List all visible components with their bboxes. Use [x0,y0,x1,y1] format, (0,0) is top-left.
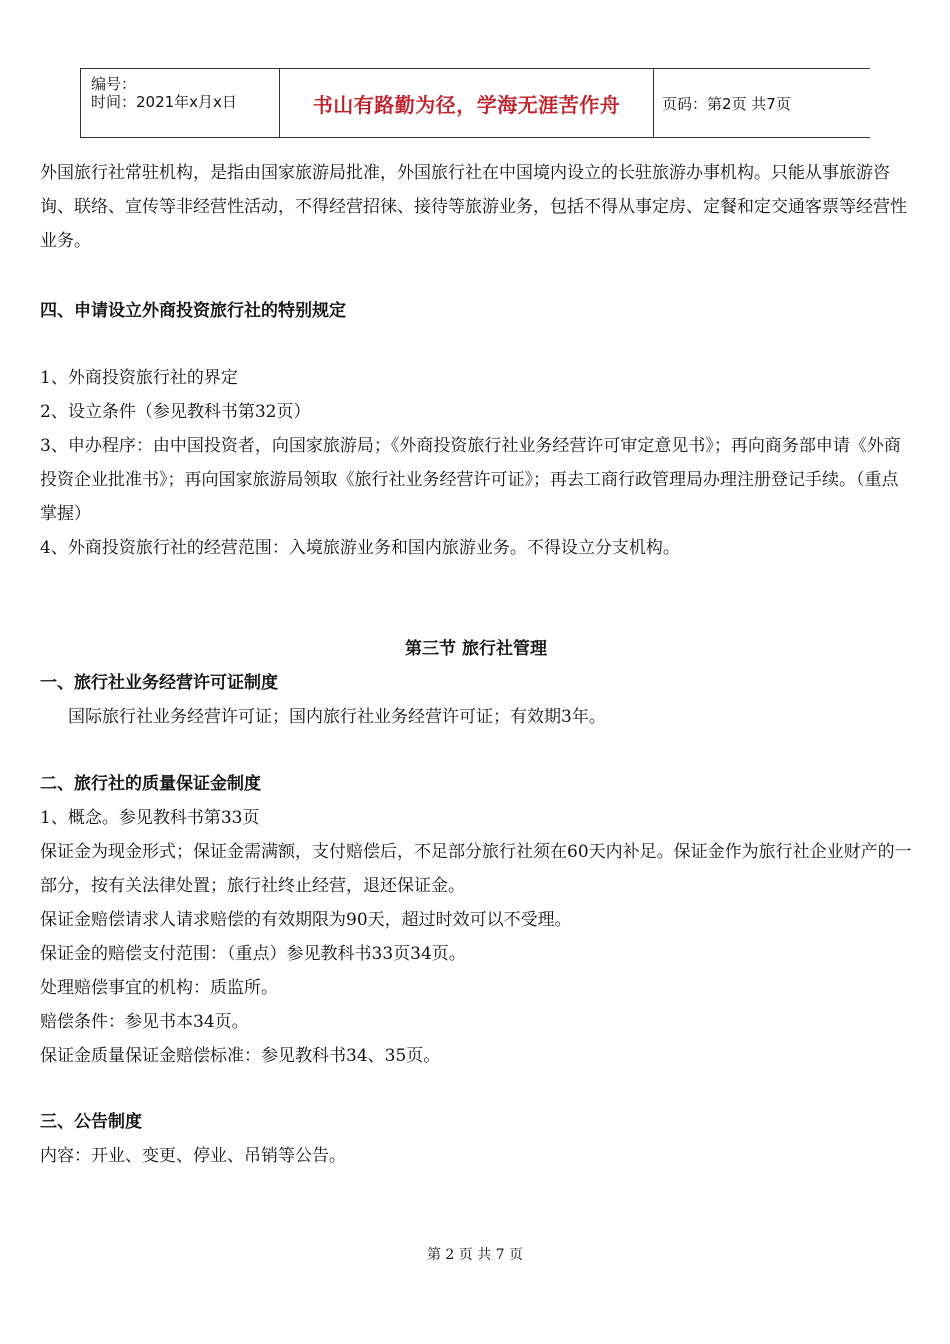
subsection-1-text: 国际旅行社业务经营许可证；国内旅行社业务经营许可证；有效期3年。 [68,707,606,727]
subsection-2-line-6: 赔偿条件：参见书本34页。 [40,1012,249,1032]
subsection-2-heading: 二、旅行社的质量保证金制度 [40,774,261,794]
subsection-2-line-2: 保证金为现金形式；保证金需满额，支付赔偿后，不足部分旅行社须在60天内补足。保证金作为旅行社企业财产的一部分，按有关法律处置；旅行社终止经营，退还保证金。 [40,842,912,896]
header-meta-cell [80,69,280,137]
section-4-item-2: 2、设立条件（参见教科书第32页） [40,402,311,422]
section-title: 第三节 旅行社管理 [405,639,547,659]
subsection-1-heading: 一、旅行社业务经营许可证制度 [40,673,278,693]
document-number-label: 编号： [91,75,137,93]
section-4-item-1: 1、外商投资旅行社的界定 [40,368,238,388]
document-time-label: 时间：2021年x月x日 [91,93,237,111]
header-page-label: 页码：第2页 共7页 [662,94,791,113]
section-4-item-3: 3、申办程序：由中国投资者，向国家旅游局；《外商投资旅行社业务经营许可审定意见书》；再向商务部申请《外商投资企业批准书》；再向国家旅游局领取《旅行社业务经营许可证》；再去工商行政管理局办理注册登记手续。（重点掌握） [40,436,901,524]
document-header [80,68,870,138]
page-footer: 第 2 页 共 7 页 [426,1247,524,1263]
subsection-2-line-7: 保证金质量保证金赔偿标准：参见教科书34、35页。 [40,1046,441,1066]
section-4-item-4: 4、外商投资旅行社的经营范围：入境旅游业务和国内旅游业务。不得设立分支机构。 [40,538,680,558]
header-page-cell [654,69,870,137]
header-motto-cell [280,69,654,137]
header-motto: 书山有路勤为径，学海无涯苦作舟 [312,92,621,117]
section-4-heading: 四、申请设立外商投资旅行社的特别规定 [40,301,346,321]
subsection-2-line-1: 1、概念。参见教科书第33页 [40,808,260,828]
subsection-2-line-5: 处理赔偿事宜的机构：质监所。 [40,978,278,998]
intro-paragraph: 外国旅行社常驻机构，是指由国家旅游局批准，外国旅行社在中国境内设立的长驻旅游办事机构。只能从事旅游咨询、联络、宣传等非经营性活动，不得经营招徕、接待等旅游业务，包括不得从事定房、定餐和定交通客票等经营性业务。 [40,163,907,251]
subsection-2-line-3: 保证金赔偿请求人请求赔偿的有效期限为90天，超过时效可以不受理。 [40,910,572,930]
subsection-3-text: 内容：开业、变更、停业、吊销等公告。 [40,1146,346,1166]
subsection-2-line-4: 保证金的赔偿支付范围：（重点）参见教科书33页34页。 [40,944,466,964]
subsection-3-heading: 三、公告制度 [40,1112,142,1132]
